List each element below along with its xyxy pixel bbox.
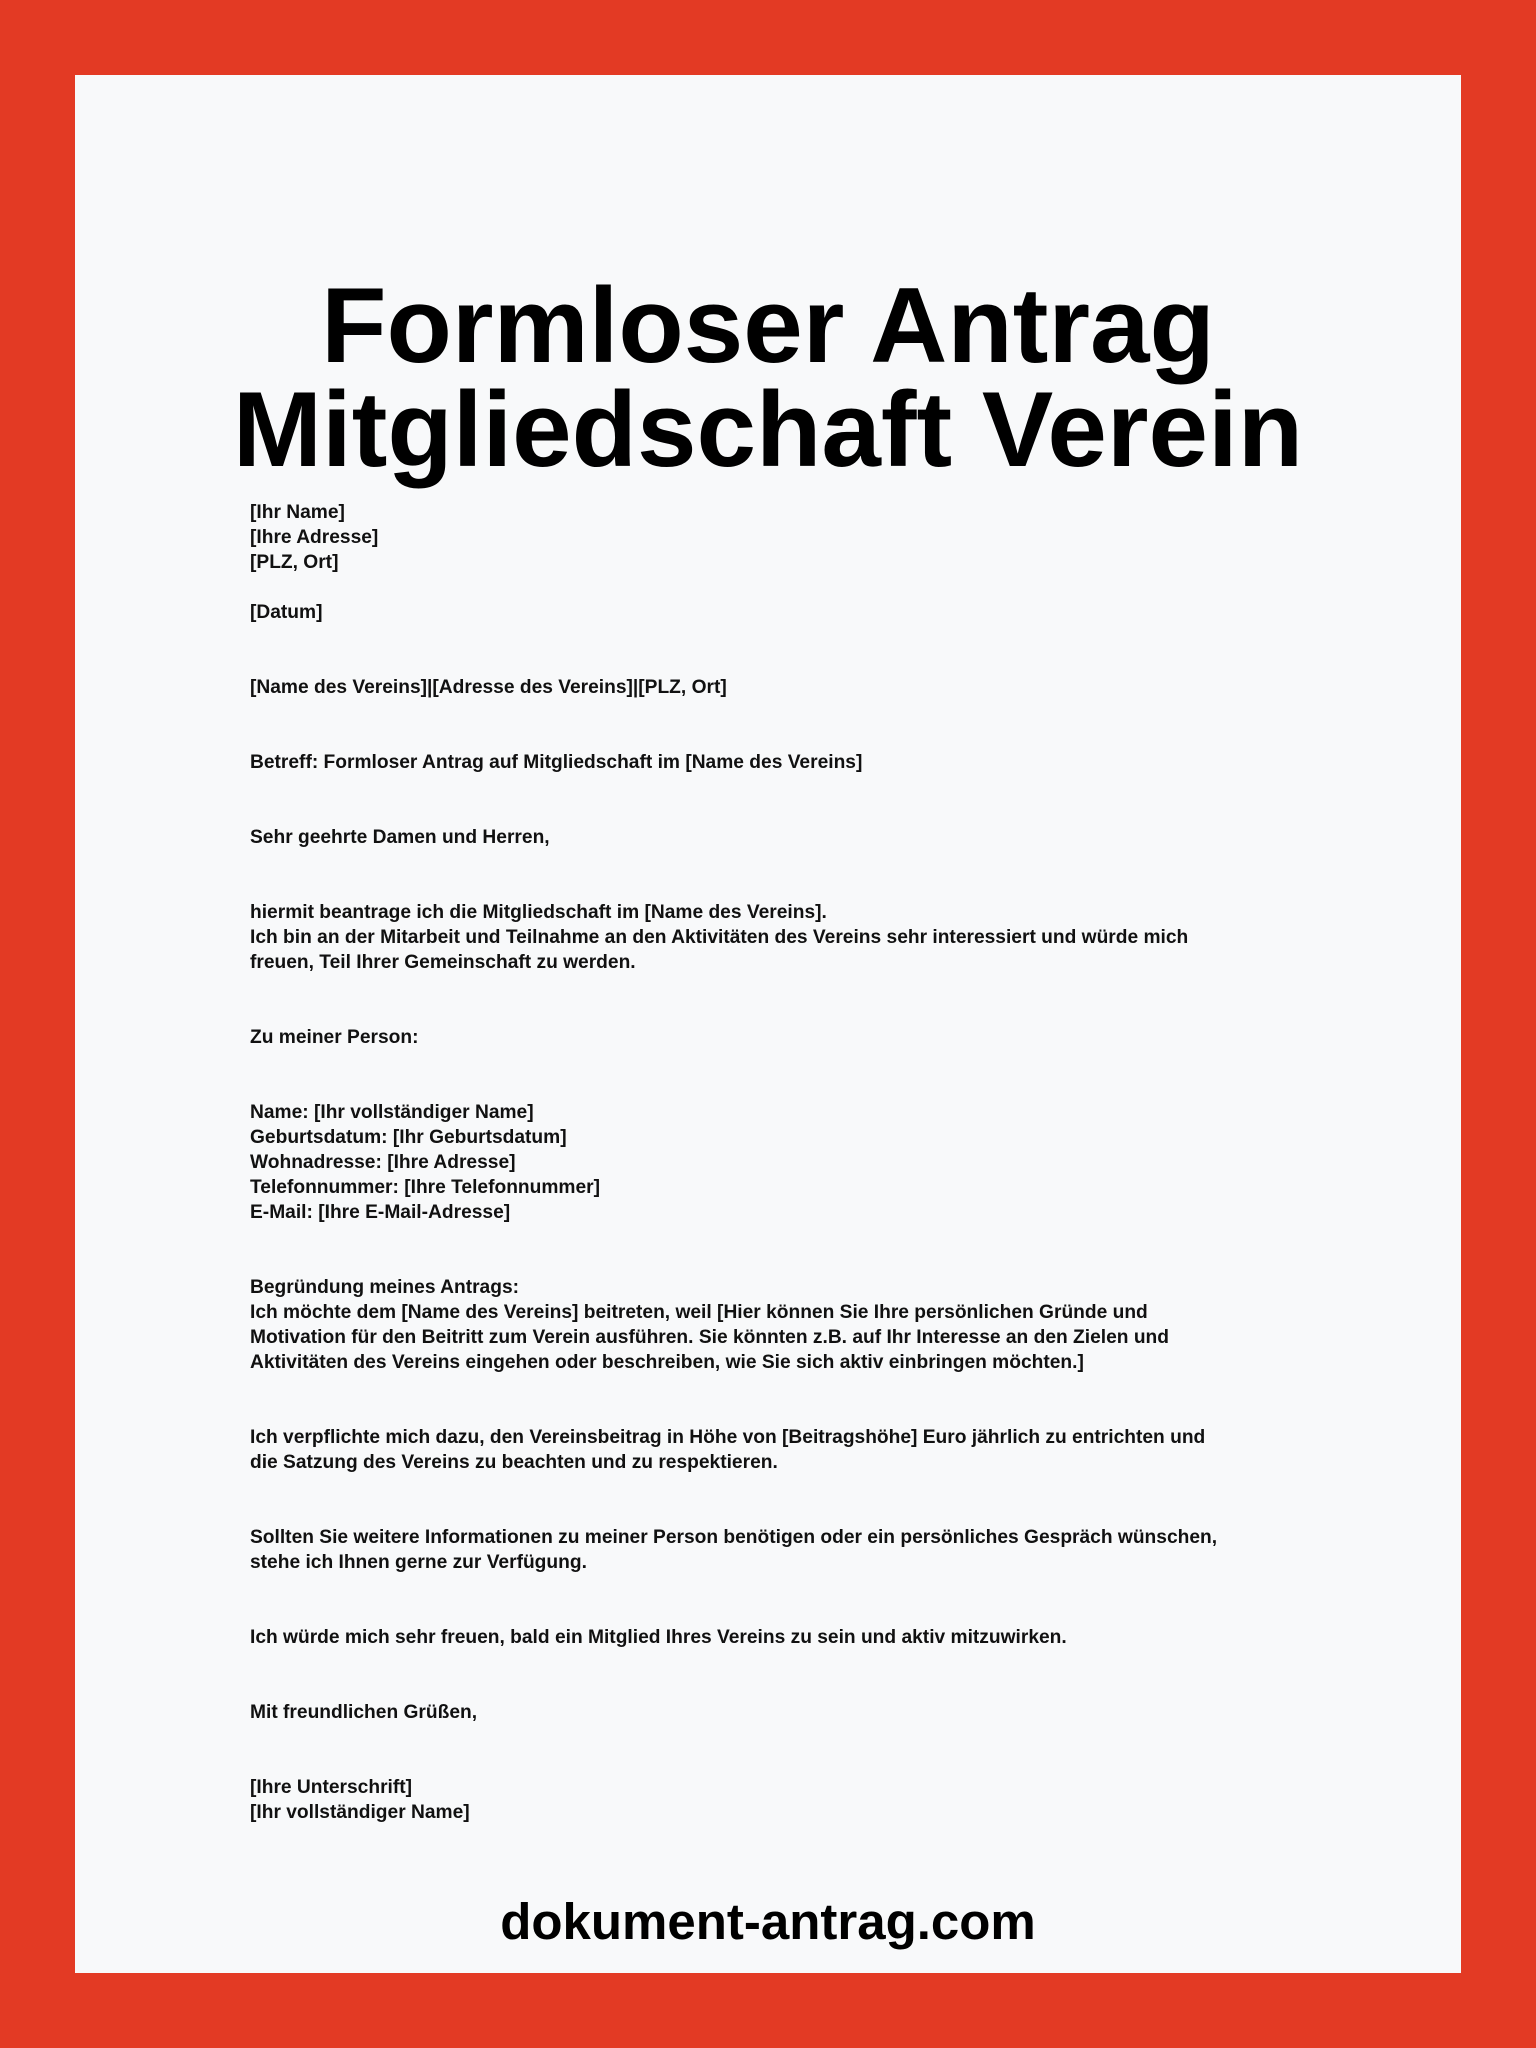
closing-greeting: Mit freundlichen Grüßen, — [250, 1702, 478, 1723]
title-line-1: Formloser Antrag — [321, 265, 1215, 385]
person-detail-email: E-Mail: [Ihre E-Mail-Adresse] — [250, 1202, 511, 1223]
letter-subject: Betreff: Formloser Antrag auf Mitgliedschaft im [Name des Vereins] — [250, 752, 863, 773]
obligation-line: die Satzung des Vereins zu beachten und zu respektieren. — [250, 1452, 778, 1473]
document-page — [75, 75, 1461, 1973]
intro-line: Ich bin an der Mitarbeit und Teilnahme an den Aktivitäten des Vereins sehr interessiert und würde mich — [250, 927, 1189, 948]
person-heading: Zu meiner Person: — [250, 1027, 419, 1048]
reason-line: Motivation für den Beitritt zum Verein ausführen. Sie könnten z.B. auf Ihr Interesse an den Zielen und — [250, 1327, 1169, 1348]
sender-address: [Ihre Adresse] — [250, 527, 379, 548]
person-details — [250, 1100, 1290, 1225]
signature-block — [250, 1775, 1290, 1825]
sender-block — [250, 500, 1290, 575]
title-line-2: Mitgliedschaft Verein — [232, 369, 1304, 489]
intro-paragraph — [250, 900, 1290, 975]
letter-date: [Datum] — [250, 602, 323, 623]
reason-line: Ich möchte dem [Name des Vereins] beitreten, weil [Hier können Sie Ihre persönlichen Gründe und — [250, 1302, 1148, 1323]
obligation-paragraph — [250, 1425, 1290, 1475]
signature-line: [Ihre Unterschrift] — [250, 1777, 413, 1798]
person-detail-phone: Telefonnummer: [Ihre Telefonnummer] — [250, 1177, 601, 1198]
person-detail-name: Name: [Ihr vollständiger Name] — [250, 1102, 534, 1123]
obligation-line: Ich verpflichte mich dazu, den Vereinsbeitrag in Höhe von [Beitragshöhe] Euro jährlich zu entrichten und — [250, 1427, 1206, 1448]
further-info-line: Sollten Sie weitere Informationen zu meiner Person benötigen oder ein persönliches Gespräch wünschen, — [250, 1527, 1218, 1548]
sender-city: [PLZ, Ort] — [250, 552, 339, 573]
reason-line: Aktivitäten des Vereins eingehen oder beschreiben, wie Sie sich aktiv einbringen möchten.] — [250, 1352, 1084, 1373]
person-detail-address: Wohnadresse: [Ihre Adresse] — [250, 1152, 516, 1173]
recipient-address: [Name des Vereins]|[Adresse des Vereins]|[PLZ, Ort] — [250, 677, 727, 698]
intro-line: hiermit beantrage ich die Mitgliedschaft im [Name des Vereins]. — [250, 902, 827, 923]
intro-line: freuen, Teil Ihrer Gemeinschaft zu werden. — [250, 952, 636, 973]
closing-wish: Ich würde mich sehr freuen, bald ein Mitglied Ihres Vereins zu sein und aktiv mitzuwirken. — [250, 1627, 1067, 1648]
signature-name: [Ihr vollständiger Name] — [250, 1802, 470, 1823]
footer-website: dokument-antrag.com — [500, 1893, 1036, 1950]
person-detail-birthdate: Geburtsdatum: [Ihr Geburtsdatum] — [250, 1127, 567, 1148]
reason-heading: Begründung meines Antrags: — [250, 1277, 519, 1298]
reason-paragraph — [250, 1275, 1290, 1375]
sender-name: [Ihr Name] — [250, 502, 345, 523]
document-title — [75, 265, 1461, 489]
further-info-paragraph — [250, 1525, 1290, 1575]
further-info-line: stehe ich Ihnen gerne zur Verfügung. — [250, 1552, 587, 1573]
letter-body — [250, 500, 1290, 1825]
letter-salutation: Sehr geehrte Damen und Herren, — [250, 827, 550, 848]
